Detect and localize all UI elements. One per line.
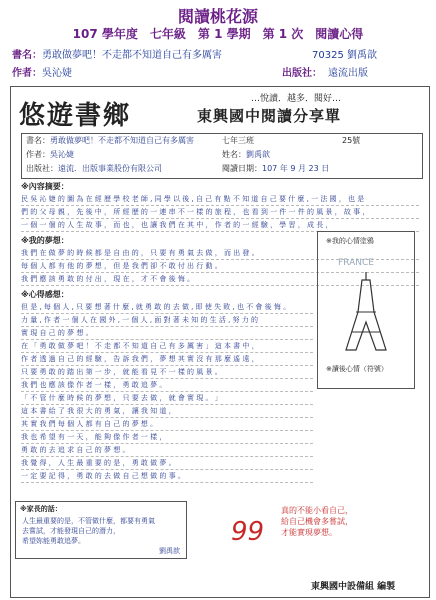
feel-head: ※心得感想： <box>21 290 69 299</box>
feel-lines <box>21 301 313 483</box>
feel-line: 只 要 勇 敢 的 踏 出 第 一 步 ， 就 能 看 見 不 一 樣 的 風 景 。 <box>21 366 313 379</box>
feel-line: 我 覺 得 ， 人 生 最 重 要 的 是 ， 勇 敢 做 夢 。 <box>21 457 313 470</box>
feel-line: 作 者 透 過 自 己 的 經 驗 ， 告 訴 我 們 ， 夢 想 其 實 沒 有 那 麼 遙 遠 ， <box>21 353 313 366</box>
feel-line: 我 們 也 應 該 像 作 者 一 樣 ， 勇 敢 追 夢 。 <box>21 379 313 392</box>
brand-slogan: …悅讀．越多．閱好… <box>251 94 342 104</box>
page-title: 閱讀桃花源 <box>177 7 258 26</box>
sheet-title: 東興國中閱讀分享單 <box>197 107 342 125</box>
footer-credit: 東興國中設備組 編製 <box>311 582 396 592</box>
feel-line: 力 量 , 作 者 一 個 人 在 國 外 , 一 個 人 , 面 對 著 未 知 的 生 活 , 努 力 的 <box>21 314 313 327</box>
publisher-value: 遠流出版 <box>328 68 368 79</box>
parent-line: 去嘗試，才能發現自己的潛力， <box>22 527 120 535</box>
page-subtitle: 107 學年度 七年級 第 1 學期 第 1 次 閱讀心得 <box>72 27 364 41</box>
parent-signature: 劉禹歆 <box>159 547 180 555</box>
info-publisher: 出版社：遠流．出版事業股份有限公司 <box>26 164 162 173</box>
mood-box <box>317 231 415 389</box>
publisher-label: 出版社： <box>282 68 322 79</box>
dream-line: 每 個 人 都 有 他 的 夢 想 ， 但 是 我 們 卻 不 敢 付 出 行 動 。 <box>21 260 419 273</box>
top-header <box>0 0 436 84</box>
author-value: 吳沁婕 <box>42 68 72 79</box>
reading-sheet <box>10 86 430 598</box>
dream-line: 我 們 在 做 夢 的 時 候 都 是 自 由 的 ， 只 要 有 勇 氣 去 做 ， 而 出 發 。 <box>21 247 419 260</box>
author-row <box>12 64 432 80</box>
content-section <box>21 181 419 192</box>
info-class: 七年三班 <box>222 136 254 145</box>
parent-box <box>15 501 187 559</box>
info-seat: 25號 <box>342 136 361 145</box>
content-head: ※內容摘要： <box>21 182 69 191</box>
eiffel-tower-drawing <box>336 272 396 352</box>
mood-label: ※我的心情塗鴉 <box>326 237 374 245</box>
comment-line: 給自己機會多嘗試， <box>281 517 353 526</box>
info-date: 閱讀日期：107 年 9 月 23 日 <box>222 164 330 173</box>
dream-line: 我 們 應 該 勇 敢 的 付 出 ， 現 在 ， 才 不 會 後 悔 。 <box>21 273 419 286</box>
feel-line: 「 不 管 什 麼 時 候 的 夢 想 ， 只 要 去 做 ， 就 會 實 現 。 」 <box>21 392 313 405</box>
student-id: 70325 劉禹歆 <box>312 50 377 61</box>
info-table <box>21 133 423 179</box>
feel-line: 我 也 希 望 有 一 天 ， 能 夠 像 作 者 一 樣 ， <box>21 431 313 444</box>
feel-line: 這 本 書 給 了 我 很 大 的 勇 氣 ， 讓 我 知 道 ， <box>21 405 313 418</box>
parent-line: 人生最重要的是，不管做什麼，都要有勇氣 <box>22 517 155 525</box>
feel-line: 但 是 , 每 個 人 , 只 要 想 著 什 麼 , 就 勇 敢 的 去 做 , 即 使 失 敗 , 也 不 會 後 悔 。 <box>21 301 313 314</box>
dream-head: ※我的夢想： <box>21 236 69 245</box>
feel-line: 實 現 自 己 的 夢 想 。 <box>21 327 313 340</box>
feel-line: 其 實 我 們 每 個 人 都 有 自 己 的 夢 想 。 <box>21 418 313 431</box>
mood-symbol-label: ※讀後心情（符號） <box>326 365 388 373</box>
content-line: 一 個 一 個 的 人 生 故 事 ， 而 也 ， 也 讓 我 們 在 其 中 ， 作 者 的 一 經 驗 ， 學 習 ， 成 長 ， <box>21 219 419 232</box>
info-name: 姓名：劉禹歆 <box>222 150 270 159</box>
parent-line: 希望妳能勇敢追夢。 <box>22 537 85 545</box>
author-label: 作者： <box>12 68 42 79</box>
book-label: 書名： <box>12 50 42 61</box>
content-line: 民 吳 沁 婕 的 圖 為 在 經 歷 學 校 老 師 , 同 學 以 後 , 自 己 有 點 不 知 道 自 己 要 什 麼 , 一 法 國 ， 也 是 <box>21 193 419 206</box>
tower-text: FRANCE <box>338 258 374 268</box>
grade-score: 99 <box>231 517 265 547</box>
info-book: 書名：勇敢做夢吧！不走都不知道自己有多厲害 <box>26 136 194 145</box>
teacher-comment <box>281 505 421 538</box>
feel-line: 一 定 要 記 得 ， 勇 敢 的 去 做 自 己 想 做 的 事 。 <box>21 470 313 483</box>
feel-line: 勇 敢 的 去 追 求 自 己 的 夢 想 。 <box>21 444 313 457</box>
info-author: 作者：吳沁婕 <box>26 150 74 159</box>
parent-label: ※家長的話： <box>20 505 62 513</box>
comment-line: 才能實現夢想。 <box>281 528 337 537</box>
comment-line: 真的不能小看自己， <box>281 506 353 515</box>
content-line: 們 的 父 母 親 ， 先 後 中 ， 所 經 歷 的 一 連 串 不 一 樣 的 旅 程 ， 也 看 到 一 件 一 件 的 風 景 ， 故 事 ， <box>21 206 419 219</box>
book-value: 勇敢做夢吧！不走都不知道自己有多厲害 <box>42 50 222 61</box>
feel-line: 在 「 勇 敢 做 夢 吧 ！ 不 走 都 不 知 道 自 己 有 多 厲 害 」 這 本 書 中 ， <box>21 340 313 353</box>
brand-logo: 悠遊書鄉 <box>19 101 132 131</box>
book-row <box>12 46 432 62</box>
content-lines <box>21 193 419 232</box>
